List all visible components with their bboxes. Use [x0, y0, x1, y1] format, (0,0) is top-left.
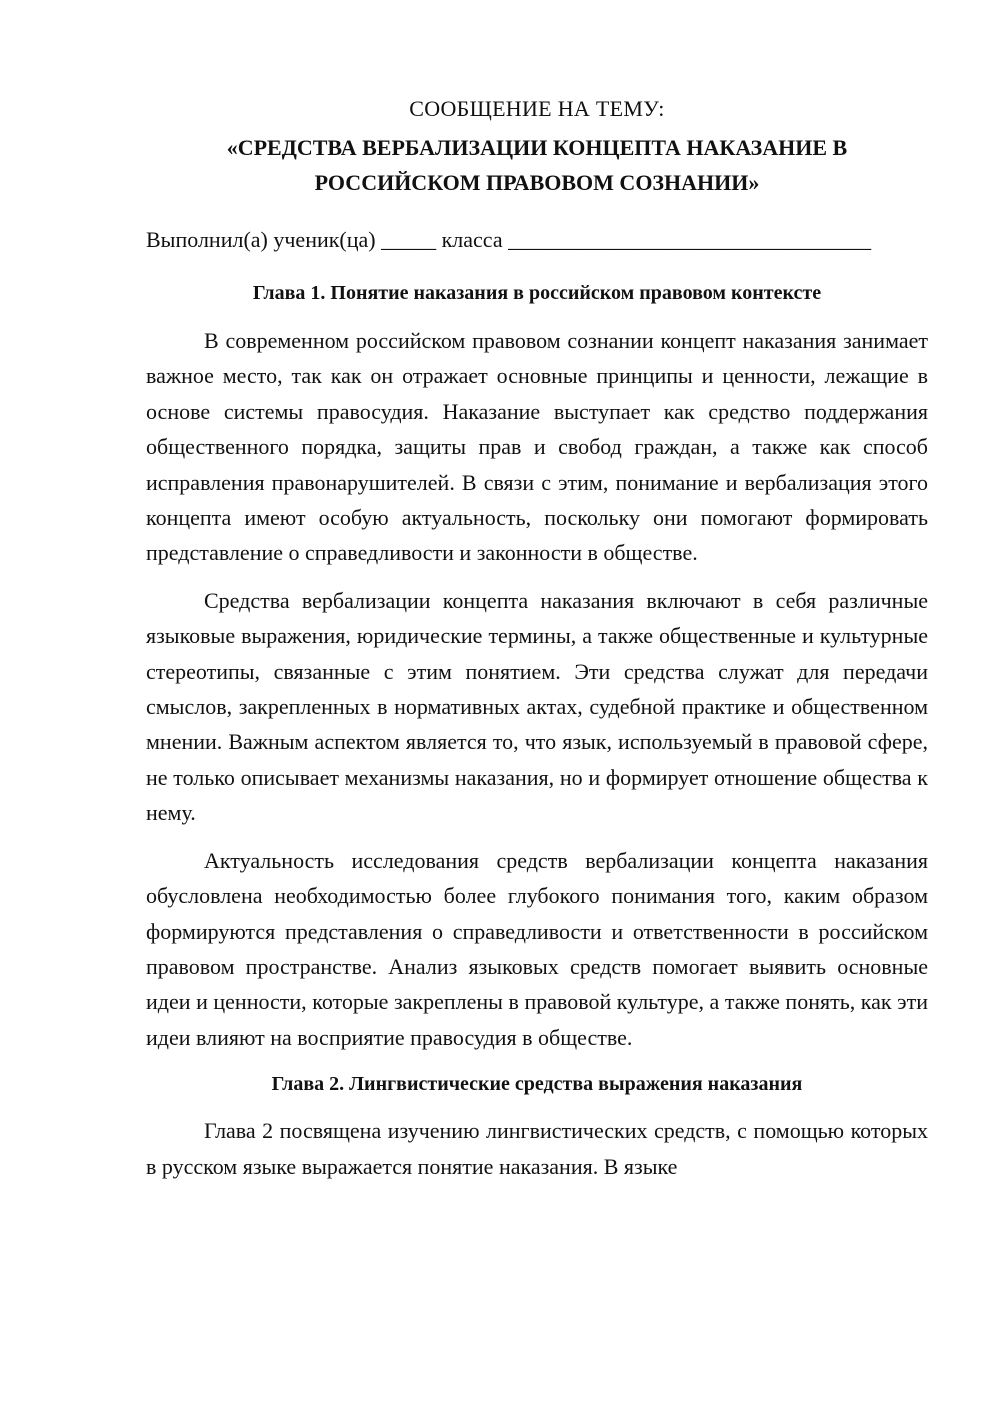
document-page: [146, 92, 928, 1184]
document-subtitle: СООБЩЕНИЕ НА ТЕМУ:: [409, 96, 665, 121]
chapter-1-title: Глава 1. Понятие наказания в российском правовом контексте: [252, 282, 822, 304]
chapter-1-paragraph-2: Средства вербализации концепта наказания включают в себя различные языковые выражения, юридические термины, а также общественные и культурные стереотипы, связанные с этим понятием. Эти средства служат для передачи смыслов, закрепленных в нормативных актах, судебной практике и общественном мнении. Важным аспектом является то, что язык, используемый в правовой сфере, не только описывает механизмы наказания, но и формирует отношение общества к нему.: [146, 587, 928, 826]
chapter-1-paragraph-3: Актуальность исследования средств вербализации концепта наказания обусловлена необходимостью более глубокого понимания того, каким образом формируются представления о справедливости и ответственности в российском правовом пространстве. Анализ языковых средств помогает выявить основные идеи и ценности, которые закреплены в правовой культуре, а также понять, как эти идеи влияют на восприятие правосудия в обществе.: [146, 847, 928, 1050]
chapter-1-paragraph-1: В современном российском правовом сознании концепт наказания занимает важное место, так как он отражает основные принципы и ценности, лежащие в основе системы правосудия. Наказание выступает как средство поддержания общественного порядка, защиты прав и свобод граждан, а также как способ исправления правонарушителей. В связи с этим, понимание и вербализация этого концепта имеют особую актуальность, поскольку они помогают формировать представление о справедливости и законности в обществе.: [146, 328, 928, 566]
author-line: Выполнил(а) ученик(ца) _____ класса _________________________________: [146, 227, 872, 252]
chapter-2-title: Глава 2. Лингвистические средства выражения наказания: [271, 1073, 803, 1096]
chapter-2-paragraph-1: Глава 2 посвящена изучению лингвистических средств, с помощью которых в русском языке выражается понятие наказания. В языке: [146, 1118, 928, 1179]
document-title: «СРЕДСТВА ВЕРБАЛИЗАЦИИ КОНЦЕПТА НАКАЗАНИЕ В РОССИЙСКОМ ПРАВОВОМ СОЗНАНИИ»: [226, 135, 848, 195]
